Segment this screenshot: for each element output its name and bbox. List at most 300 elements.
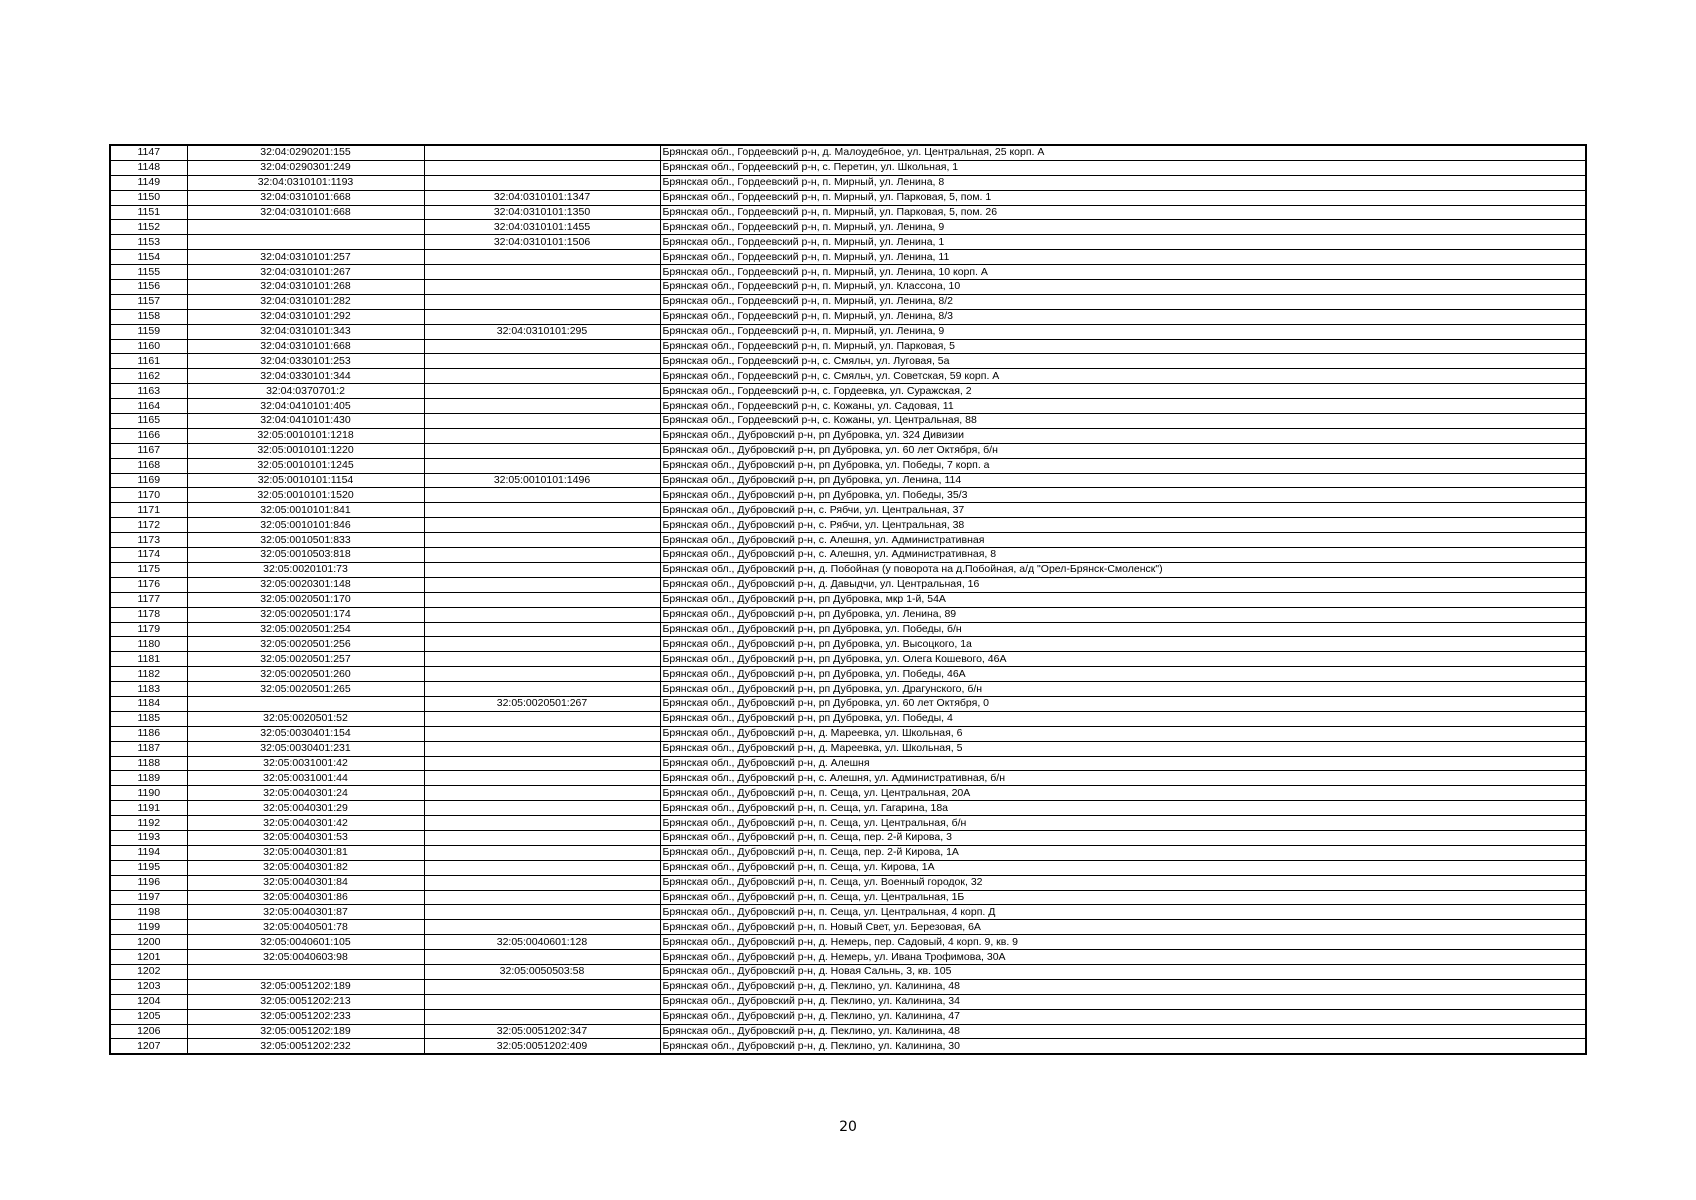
cadastral-number-cell: 32:05:0020501:170 — [187, 592, 424, 607]
row-number-cell: 1193 — [110, 830, 187, 845]
cadastral-number-cell: 32:05:0040301:87 — [187, 905, 424, 920]
table-row — [110, 756, 1586, 771]
related-cadastral-number-cell — [424, 280, 660, 295]
address-cell: Брянская обл., Гордеевский р-н, п. Мирный, ул. Ленина, 8 — [660, 175, 1586, 190]
row-number-cell: 1199 — [110, 920, 187, 935]
row-number-cell: 1167 — [110, 443, 187, 458]
cadastral-number-cell: 32:05:0010501:833 — [187, 533, 424, 548]
cadastral-number-cell: 32:05:0040301:86 — [187, 890, 424, 905]
table-row — [110, 562, 1586, 577]
cadastral-number-cell: 32:05:0010101:1220 — [187, 443, 424, 458]
row-number-cell: 1185 — [110, 711, 187, 726]
table-row — [110, 265, 1586, 280]
cadastral-number-cell: 32:05:0030401:231 — [187, 741, 424, 756]
cadastral-number-cell: 32:04:0310101:343 — [187, 324, 424, 339]
related-cadastral-number-cell — [424, 711, 660, 726]
cadastral-number-cell: 32:05:0010101:841 — [187, 503, 424, 518]
address-cell: Брянская обл., Дубровский р-н, рп Дубровка, ул. Победы, 7 корп. а — [660, 458, 1586, 473]
cadastral-number-cell: 32:04:0310101:668 — [187, 339, 424, 354]
related-cadastral-number-cell — [424, 845, 660, 860]
address-cell: Брянская обл., Гордеевский р-н, с. Смяльч, ул. Луговая, 5а — [660, 354, 1586, 369]
row-number-cell: 1182 — [110, 667, 187, 682]
table-row — [110, 979, 1586, 994]
table-row — [110, 175, 1586, 190]
table-row — [110, 682, 1586, 697]
related-cadastral-number-cell: 32:04:0310101:1350 — [424, 205, 660, 220]
related-cadastral-number-cell — [424, 369, 660, 384]
row-number-cell: 1155 — [110, 265, 187, 280]
related-cadastral-number-cell — [424, 309, 660, 324]
cadastral-number-cell: 32:05:0010101:1520 — [187, 488, 424, 503]
related-cadastral-number-cell — [424, 354, 660, 369]
table-row — [110, 354, 1586, 369]
cadastral-number-cell: 32:05:0040601:105 — [187, 935, 424, 950]
related-cadastral-number-cell — [424, 503, 660, 518]
table-row — [110, 443, 1586, 458]
row-number-cell: 1174 — [110, 548, 187, 563]
table-row — [110, 1039, 1586, 1054]
cadastral-number-cell: 32:05:0020301:148 — [187, 577, 424, 592]
cadastral-number-cell: 32:04:0310101:668 — [187, 205, 424, 220]
related-cadastral-number-cell — [424, 860, 660, 875]
table-row — [110, 458, 1586, 473]
cadastral-number-cell: 32:05:0030401:154 — [187, 726, 424, 741]
row-number-cell: 1162 — [110, 369, 187, 384]
address-cell: Брянская обл., Дубровский р-н, рп Дубровка, ул. Победы, 4 — [660, 711, 1586, 726]
table-row — [110, 309, 1586, 324]
table-row — [110, 667, 1586, 682]
table-row — [110, 145, 1586, 160]
cadastral-number-cell: 32:05:0020501:260 — [187, 667, 424, 682]
row-number-cell: 1171 — [110, 503, 187, 518]
address-cell: Брянская обл., Дубровский р-н, с. Алешня, ул. Административная — [660, 533, 1586, 548]
row-number-cell: 1173 — [110, 533, 187, 548]
table-row — [110, 548, 1586, 563]
address-cell: Брянская обл., Дубровский р-н, п. Сеща, пер. 2-й Кирова, 3 — [660, 830, 1586, 845]
table-row — [110, 250, 1586, 265]
cadastral-number-cell: 32:05:0020501:174 — [187, 607, 424, 622]
row-number-cell: 1170 — [110, 488, 187, 503]
table-row — [110, 860, 1586, 875]
related-cadastral-number-cell — [424, 384, 660, 399]
row-number-cell: 1153 — [110, 235, 187, 250]
address-cell: Брянская обл., Дубровский р-н, с. Алешня, ул. Административная, 8 — [660, 548, 1586, 563]
cadastral-number-cell: 32:05:0020501:265 — [187, 682, 424, 697]
table-row — [110, 741, 1586, 756]
table-row — [110, 845, 1586, 860]
address-cell: Брянская обл., Гордеевский р-н, с. Гордеевка, ул. Суражская, 2 — [660, 384, 1586, 399]
table-row — [110, 294, 1586, 309]
table-row — [110, 920, 1586, 935]
table-row — [110, 369, 1586, 384]
related-cadastral-number-cell — [424, 533, 660, 548]
cadastral-number-cell: 32:05:0040301:82 — [187, 860, 424, 875]
table-row — [110, 399, 1586, 414]
cadastral-number-cell: 32:04:0370701:2 — [187, 384, 424, 399]
table-row — [110, 518, 1586, 533]
address-cell: Брянская обл., Гордеевский р-н, с. Кожаны, ул. Центральная, 88 — [660, 414, 1586, 429]
related-cadastral-number-cell — [424, 548, 660, 563]
table-row — [110, 816, 1586, 831]
address-cell: Брянская обл., Дубровский р-н, с. Рябчи, ул. Центральная, 37 — [660, 503, 1586, 518]
related-cadastral-number-cell — [424, 979, 660, 994]
related-cadastral-number-cell — [424, 265, 660, 280]
row-number-cell: 1207 — [110, 1039, 187, 1054]
address-cell: Брянская обл., Дубровский р-н, д. Немерь, ул. Ивана Трофимова, 30А — [660, 950, 1586, 965]
table-row — [110, 205, 1586, 220]
address-cell: Брянская обл., Гордеевский р-н, п. Мирный, ул. Ленина, 10 корп. А — [660, 265, 1586, 280]
row-number-cell: 1195 — [110, 860, 187, 875]
row-number-cell: 1154 — [110, 250, 187, 265]
related-cadastral-number-cell — [424, 920, 660, 935]
related-cadastral-number-cell: 32:05:0010101:1496 — [424, 473, 660, 488]
row-number-cell: 1158 — [110, 309, 187, 324]
address-cell: Брянская обл., Гордеевский р-н, с. Кожаны, ул. Садовая, 11 — [660, 399, 1586, 414]
related-cadastral-number-cell — [424, 771, 660, 786]
table-row — [110, 414, 1586, 429]
table-row — [110, 324, 1586, 339]
cadastral-number-cell: 32:04:0310101:282 — [187, 294, 424, 309]
cadastral-number-cell: 32:05:0040301:84 — [187, 875, 424, 890]
cadastral-number-cell: 32:05:0051202:189 — [187, 979, 424, 994]
related-cadastral-number-cell — [424, 682, 660, 697]
related-cadastral-number-cell — [424, 622, 660, 637]
table-row — [110, 533, 1586, 548]
related-cadastral-number-cell — [424, 488, 660, 503]
row-number-cell: 1165 — [110, 414, 187, 429]
table-row — [110, 935, 1586, 950]
cadastral-number-cell: 32:04:0410101:405 — [187, 399, 424, 414]
row-number-cell: 1192 — [110, 816, 187, 831]
row-number-cell: 1186 — [110, 726, 187, 741]
cadastral-number-cell: 32:05:0040301:29 — [187, 801, 424, 816]
cadastral-number-cell: 32:04:0310101:257 — [187, 250, 424, 265]
table-row — [110, 652, 1586, 667]
page-number: 20 — [839, 1119, 857, 1135]
address-cell: Брянская обл., Гордеевский р-н, п. Мирный, ул. Ленина, 8/3 — [660, 309, 1586, 324]
cadastral-number-cell: 32:04:0310101:267 — [187, 265, 424, 280]
related-cadastral-number-cell — [424, 592, 660, 607]
related-cadastral-number-cell — [424, 160, 660, 175]
address-cell: Брянская обл., Дубровский р-н, рп Дубровка, ул. Драгунского, б/н — [660, 682, 1586, 697]
cadastral-number-cell: 32:05:0031001:42 — [187, 756, 424, 771]
related-cadastral-number-cell — [424, 339, 660, 354]
row-number-cell: 1201 — [110, 950, 187, 965]
related-cadastral-number-cell: 32:05:0051202:409 — [424, 1039, 660, 1054]
address-cell: Брянская обл., Гордеевский р-н, п. Мирный, ул. Ленина, 9 — [660, 220, 1586, 235]
related-cadastral-number-cell: 32:05:0040601:128 — [424, 935, 660, 950]
cadastral-number-cell: 32:05:0020501:256 — [187, 637, 424, 652]
cadastral-number-cell: 32:05:0040603:98 — [187, 950, 424, 965]
address-cell: Брянская обл., Дубровский р-н, п. Сеща, ул. Гагарина, 18а — [660, 801, 1586, 816]
address-cell: Брянская обл., Гордеевский р-н, п. Мирный, ул. Ленина, 8/2 — [660, 294, 1586, 309]
row-number-cell: 1200 — [110, 935, 187, 950]
address-cell: Брянская обл., Дубровский р-н, рп Дубровка, ул. 324 Дивизии — [660, 428, 1586, 443]
related-cadastral-number-cell: 32:04:0310101:1347 — [424, 190, 660, 205]
related-cadastral-number-cell — [424, 175, 660, 190]
related-cadastral-number-cell: 32:04:0310101:1506 — [424, 235, 660, 250]
row-number-cell: 1202 — [110, 964, 187, 979]
row-number-cell: 1183 — [110, 682, 187, 697]
address-cell: Брянская обл., Дубровский р-н, п. Сеща, ул. Центральная, б/н — [660, 816, 1586, 831]
row-number-cell: 1203 — [110, 979, 187, 994]
row-number-cell: 1181 — [110, 652, 187, 667]
table-row — [110, 339, 1586, 354]
row-number-cell: 1188 — [110, 756, 187, 771]
table-row — [110, 964, 1586, 979]
row-number-cell: 1190 — [110, 786, 187, 801]
cadastral-number-cell: 32:05:0020501:254 — [187, 622, 424, 637]
address-cell: Брянская обл., Дубровский р-н, рп Дубровка, ул. Ленина, 89 — [660, 607, 1586, 622]
cadastral-number-cell: 32:05:0010101:1218 — [187, 428, 424, 443]
table-row — [110, 488, 1586, 503]
row-number-cell: 1179 — [110, 622, 187, 637]
address-cell: Брянская обл., Дубровский р-н, п. Сеща, ул. Центральная, 1Б — [660, 890, 1586, 905]
row-number-cell: 1180 — [110, 637, 187, 652]
related-cadastral-number-cell — [424, 994, 660, 1009]
address-cell: Брянская обл., Дубровский р-н, д. Немерь, пер. Садовый, 4 корп. 9, кв. 9 — [660, 935, 1586, 950]
address-cell: Брянская обл., Дубровский р-н, рп Дубровка, ул. Победы, б/н — [660, 622, 1586, 637]
table-row — [110, 1009, 1586, 1024]
cadastral-number-cell: 32:04:0310101:268 — [187, 280, 424, 295]
address-cell: Брянская обл., Дубровский р-н, д. Новая Сальнь, 3, кв. 105 — [660, 964, 1586, 979]
related-cadastral-number-cell: 32:04:0310101:1455 — [424, 220, 660, 235]
row-number-cell: 1159 — [110, 324, 187, 339]
related-cadastral-number-cell — [424, 741, 660, 756]
related-cadastral-number-cell — [424, 726, 660, 741]
related-cadastral-number-cell — [424, 667, 660, 682]
address-cell: Брянская обл., Дубровский р-н, п. Сеща, пер. 2-й Кирова, 1А — [660, 845, 1586, 860]
cadastral-number-cell: 32:05:0040301:24 — [187, 786, 424, 801]
related-cadastral-number-cell — [424, 652, 660, 667]
table-row — [110, 280, 1586, 295]
related-cadastral-number-cell: 32:04:0310101:295 — [424, 324, 660, 339]
cadastral-number-cell: 32:04:0310101:292 — [187, 309, 424, 324]
table-row — [110, 711, 1586, 726]
address-cell: Брянская обл., Дубровский р-н, рп Дубровка, ул. Победы, 46А — [660, 667, 1586, 682]
row-number-cell: 1206 — [110, 1024, 187, 1039]
table-row — [110, 592, 1586, 607]
cadastral-number-cell: 32:04:0290201:155 — [187, 145, 424, 160]
related-cadastral-number-cell — [424, 786, 660, 801]
cadastral-number-cell: 32:04:0330101:344 — [187, 369, 424, 384]
related-cadastral-number-cell — [424, 950, 660, 965]
cadastral-number-cell: 32:05:0020501:257 — [187, 652, 424, 667]
cadastral-number-cell: 32:05:0051202:189 — [187, 1024, 424, 1039]
related-cadastral-number-cell — [424, 801, 660, 816]
address-cell: Брянская обл., Гордеевский р-н, с. Перетин, ул. Школьная, 1 — [660, 160, 1586, 175]
cadastral-number-cell: 32:05:0051202:232 — [187, 1039, 424, 1054]
related-cadastral-number-cell — [424, 875, 660, 890]
related-cadastral-number-cell — [424, 756, 660, 771]
table-row — [110, 890, 1586, 905]
row-number-cell: 1194 — [110, 845, 187, 860]
row-number-cell: 1152 — [110, 220, 187, 235]
row-number-cell: 1149 — [110, 175, 187, 190]
row-number-cell: 1177 — [110, 592, 187, 607]
address-cell: Брянская обл., Дубровский р-н, рп Дубровка, ул. Высоцкого, 1а — [660, 637, 1586, 652]
related-cadastral-number-cell — [424, 399, 660, 414]
row-number-cell: 1161 — [110, 354, 187, 369]
address-cell: Брянская обл., Гордеевский р-н, п. Мирный, ул. Классона, 10 — [660, 280, 1586, 295]
row-number-cell: 1189 — [110, 771, 187, 786]
row-number-cell: 1196 — [110, 875, 187, 890]
address-cell: Брянская обл., Дубровский р-н, д. Алешня — [660, 756, 1586, 771]
related-cadastral-number-cell — [424, 145, 660, 160]
row-number-cell: 1164 — [110, 399, 187, 414]
related-cadastral-number-cell — [424, 562, 660, 577]
row-number-cell: 1147 — [110, 145, 187, 160]
address-cell: Брянская обл., Дубровский р-н, п. Сеща, ул. Центральная, 4 корп. Д — [660, 905, 1586, 920]
cadastral-number-cell: 32:05:0020101:73 — [187, 562, 424, 577]
row-number-cell: 1168 — [110, 458, 187, 473]
cadastral-number-cell: 32:05:0051202:233 — [187, 1009, 424, 1024]
table-row — [110, 503, 1586, 518]
row-number-cell: 1157 — [110, 294, 187, 309]
address-cell: Брянская обл., Дубровский р-н, д. Пеклино, ул. Калинина, 34 — [660, 994, 1586, 1009]
cadastral-number-cell: 32:05:0040301:53 — [187, 830, 424, 845]
table-row — [110, 637, 1586, 652]
row-number-cell: 1204 — [110, 994, 187, 1009]
table-row — [110, 875, 1586, 890]
address-cell: Брянская обл., Дубровский р-н, д. Пеклино, ул. Калинина, 48 — [660, 1024, 1586, 1039]
related-cadastral-number-cell — [424, 816, 660, 831]
address-cell: Брянская обл., Дубровский р-н, д. Давыдчи, ул. Центральная, 16 — [660, 577, 1586, 592]
table-row — [110, 1024, 1586, 1039]
address-cell: Брянская обл., Дубровский р-н, д. Пеклино, ул. Калинина, 47 — [660, 1009, 1586, 1024]
table-row — [110, 994, 1586, 1009]
table-row — [110, 220, 1586, 235]
related-cadastral-number-cell — [424, 1009, 660, 1024]
row-number-cell: 1187 — [110, 741, 187, 756]
cadastral-number-cell: 32:05:0020501:52 — [187, 711, 424, 726]
row-number-cell: 1169 — [110, 473, 187, 488]
address-cell: Брянская обл., Гордеевский р-н, п. Мирный, ул. Парковая, 5 — [660, 339, 1586, 354]
cadastral-number-cell — [187, 235, 424, 250]
related-cadastral-number-cell — [424, 577, 660, 592]
cadastral-number-cell: 32:05:0010101:1154 — [187, 473, 424, 488]
related-cadastral-number-cell — [424, 890, 660, 905]
row-number-cell: 1175 — [110, 562, 187, 577]
address-cell: Брянская обл., Гордеевский р-н, с. Смяльч, ул. Советская, 59 корп. А — [660, 369, 1586, 384]
address-cell: Брянская обл., Дубровский р-н, рп Дубровка, ул. Олега Кошевого, 46А — [660, 652, 1586, 667]
table-row — [110, 607, 1586, 622]
related-cadastral-number-cell — [424, 905, 660, 920]
row-number-cell: 1178 — [110, 607, 187, 622]
address-cell: Брянская обл., Дубровский р-н, п. Сеща, ул. Военный городок, 32 — [660, 875, 1586, 890]
cadastral-number-cell: 32:04:0410101:430 — [187, 414, 424, 429]
table-row — [110, 786, 1586, 801]
table-row — [110, 801, 1586, 816]
address-cell: Брянская обл., Дубровский р-н, п. Сеща, ул. Кирова, 1А — [660, 860, 1586, 875]
table-row — [110, 160, 1586, 175]
row-number-cell: 1176 — [110, 577, 187, 592]
row-number-cell: 1191 — [110, 801, 187, 816]
address-cell: Брянская обл., Дубровский р-н, рп Дубровка, мкр 1-й, 54А — [660, 592, 1586, 607]
row-number-cell: 1205 — [110, 1009, 187, 1024]
address-cell: Брянская обл., Гордеевский р-н, п. Мирный, ул. Парковая, 5, пом. 1 — [660, 190, 1586, 205]
cadastral-number-cell — [187, 696, 424, 711]
related-cadastral-number-cell — [424, 294, 660, 309]
property-table-body — [110, 145, 1586, 1054]
table-row — [110, 950, 1586, 965]
table-row — [110, 473, 1586, 488]
address-cell: Брянская обл., Дубровский р-н, п. Новый Свет, ул. Березовая, 6А — [660, 920, 1586, 935]
table-row — [110, 726, 1586, 741]
address-cell: Брянская обл., Дубровский р-н, рп Дубровка, ул. 60 лет Октября, 0 — [660, 696, 1586, 711]
cadastral-number-cell: 32:05:0040301:81 — [187, 845, 424, 860]
row-number-cell: 1198 — [110, 905, 187, 920]
address-cell: Брянская обл., Дубровский р-н, с. Рябчи, ул. Центральная, 38 — [660, 518, 1586, 533]
related-cadastral-number-cell — [424, 607, 660, 622]
cadastral-number-cell: 32:05:0010101:846 — [187, 518, 424, 533]
related-cadastral-number-cell — [424, 414, 660, 429]
address-cell: Брянская обл., Дубровский р-н, с. Алешня, ул. Административная, б/н — [660, 771, 1586, 786]
row-number-cell: 1160 — [110, 339, 187, 354]
address-cell: Брянская обл., Гордеевский р-н, п. Мирный, ул. Ленина, 9 — [660, 324, 1586, 339]
table-row — [110, 622, 1586, 637]
table-row — [110, 384, 1586, 399]
row-number-cell: 1166 — [110, 428, 187, 443]
row-number-cell: 1156 — [110, 280, 187, 295]
address-cell: Брянская обл., Дубровский р-н, д. Побойная (у поворота на д.Побойная, а/д "Орел-Брянск-Смоленск") — [660, 562, 1586, 577]
cadastral-number-cell: 32:05:0031001:44 — [187, 771, 424, 786]
related-cadastral-number-cell — [424, 250, 660, 265]
table-row — [110, 190, 1586, 205]
cadastral-number-cell — [187, 220, 424, 235]
table-row — [110, 830, 1586, 845]
related-cadastral-number-cell — [424, 443, 660, 458]
related-cadastral-number-cell — [424, 518, 660, 533]
related-cadastral-number-cell — [424, 428, 660, 443]
address-cell: Брянская обл., Дубровский р-н, рп Дубровка, ул. 60 лет Октября, б/н — [660, 443, 1586, 458]
address-cell: Брянская обл., Дубровский р-н, рп Дубровка, ул. Ленина, 114 — [660, 473, 1586, 488]
related-cadastral-number-cell: 32:05:0020501:267 — [424, 696, 660, 711]
address-cell: Брянская обл., Дубровский р-н, д. Пеклино, ул. Калинина, 30 — [660, 1039, 1586, 1054]
table-row — [110, 577, 1586, 592]
table-row — [110, 696, 1586, 711]
table-row — [110, 428, 1586, 443]
cadastral-number-cell — [187, 964, 424, 979]
cadastral-number-cell: 32:05:0051202:213 — [187, 994, 424, 1009]
address-cell: Брянская обл., Гордеевский р-н, п. Мирный, ул. Ленина, 11 — [660, 250, 1586, 265]
address-cell: Брянская обл., Дубровский р-н, д. Пеклино, ул. Калинина, 48 — [660, 979, 1586, 994]
row-number-cell: 1151 — [110, 205, 187, 220]
cadastral-number-cell: 32:04:0310101:1193 — [187, 175, 424, 190]
table-row — [110, 235, 1586, 250]
cadastral-number-cell: 32:05:0010503:818 — [187, 548, 424, 563]
related-cadastral-number-cell — [424, 830, 660, 845]
row-number-cell: 1148 — [110, 160, 187, 175]
related-cadastral-number-cell — [424, 458, 660, 473]
address-cell: Брянская обл., Гордеевский р-н, п. Мирный, ул. Ленина, 1 — [660, 235, 1586, 250]
row-number-cell: 1150 — [110, 190, 187, 205]
table-row — [110, 905, 1586, 920]
address-cell: Брянская обл., Дубровский р-н, рп Дубровка, ул. Победы, 35/3 — [660, 488, 1586, 503]
row-number-cell: 1172 — [110, 518, 187, 533]
cadastral-number-cell: 32:05:0040501:78 — [187, 920, 424, 935]
row-number-cell: 1163 — [110, 384, 187, 399]
address-cell: Брянская обл., Дубровский р-н, д. Мареевка, ул. Школьная, 6 — [660, 726, 1586, 741]
cadastral-number-cell: 32:04:0290301:249 — [187, 160, 424, 175]
address-cell: Брянская обл., Дубровский р-н, п. Сеща, ул. Центральная, 20А — [660, 786, 1586, 801]
row-number-cell: 1184 — [110, 696, 187, 711]
table-row — [110, 771, 1586, 786]
cadastral-number-cell: 32:04:0330101:253 — [187, 354, 424, 369]
address-cell: Брянская обл., Гордеевский р-н, п. Мирный, ул. Парковая, 5, пом. 26 — [660, 205, 1586, 220]
cadastral-number-cell: 32:05:0010101:1245 — [187, 458, 424, 473]
related-cadastral-number-cell: 32:05:0050503:58 — [424, 964, 660, 979]
